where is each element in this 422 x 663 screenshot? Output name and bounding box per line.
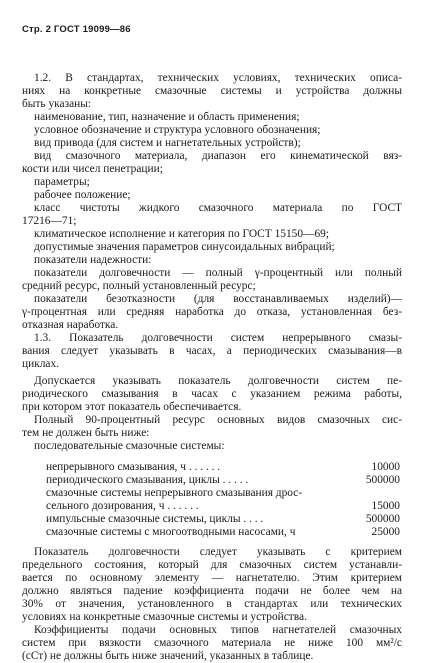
text-line: риодического смазывания в часах с указанием режима работы, [22,388,402,400]
text-line: предельного состояния, который для смазочных систем устанавли- [22,559,402,571]
text-line: условное обозначение и структура условного обозначения; [34,124,321,136]
text-line: климатическое исполнение и категория по ГОСТ 15150—69; [34,228,330,240]
text-line: рабочее положение; [34,189,131,201]
text-line: вид смазочного материала, диапазон его кинематической вяз- [34,150,402,162]
text-line: последовательные смазочные системы: [34,440,225,452]
resource-label: сельного дозирования, ч . . . . . . [46,500,199,512]
text-line: Коэффициенты подачи основных типов нагнетателей смазочных [34,624,402,636]
text-line: 1.2. В стандартах, технических условиях, технических описа- [34,72,402,84]
resource-value: 25000 [371,526,400,538]
resource-value: 15000 [371,500,400,512]
text-line: Допускается указывать показатель долговечности систем пе- [34,375,402,387]
text-line: 30% от значения, установленного в стандартах или технических [22,598,402,610]
text-line: Полный 90-процентный ресурс основных видов смазочных сис- [34,414,402,426]
resource-label: периодического смазывания, циклы . . . . . [46,474,249,486]
text-line: наименование, тип, назначение и область применения; [34,111,300,123]
text-line: тем не должен быть ниже: [22,427,150,439]
text-line: класс чистоты жидкого смазочного материала по ГОСТ [34,202,402,214]
resource-label: смазочные системы непрерывного смазывания дрос- [46,487,303,499]
resource-label: импульсные смазочные системы, циклы . . . . [46,513,264,525]
text-line: кости или чисел пенетрации; [22,163,163,175]
text-line: вания следует указывать в часах, а периодических смазывания—в [22,345,402,357]
text-line: ниях на конкретные смазочные системы и устройства должны [22,85,402,97]
resource-label: смазочные системы с многоотводными насосами, ч [46,526,296,538]
text-line: быть указаны: [22,98,92,110]
text-line: средний ресурс, полный установленный ресурс; [22,280,256,292]
text-line: показатели долговечности — полный γ-процентный или полный [34,267,402,279]
text-line: показатели надежности: [34,254,152,266]
text-line: должно являться падение коэффициента подачи не более чем на [22,585,402,597]
text-line: отказная наработка. [22,319,119,331]
text-line: вид привода (для систем и нагнетательных устройств); [34,137,301,149]
resource-label: непрерывного смазывания, ч . . . . . . [46,461,221,473]
text-line: 17216—71; [22,215,77,227]
text-line: условиях на конкретные смазочные системы и устройства. [22,611,307,623]
page-header: Стр. 2 ГОСТ 19099—86 [22,24,131,35]
resource-value: 10000 [371,461,400,473]
text-line: 1.3. Показатель долговечности систем непрерывного смазы- [34,332,402,344]
text-line: показатели безотказности (для восстанавливаемых изделий)— [34,293,402,305]
resource-value: 500000 [365,474,400,486]
text-line: циклах. [22,358,60,370]
text-line: (сСт) не должны быть ниже значений, указанных в таблице. [22,650,314,662]
resource-value: 500000 [365,513,400,525]
text-line: вается по основному элементу — нагнетателю. Этим критерием [22,572,402,584]
text-line: при котором этот показатель обеспечивается. [22,401,242,413]
text-line: систем при вязкости смазочного материала не ниже 100 мм²/с [22,637,402,649]
text-line: Показатель долговечности следует указывать с критерием [34,546,402,558]
text-line: допустимые значения параметров синусоидальных вибраций; [34,241,335,253]
text-line: параметры; [34,176,90,188]
text-line: γ-процентная или средняя наработка до отказа, установленная без- [22,306,402,318]
